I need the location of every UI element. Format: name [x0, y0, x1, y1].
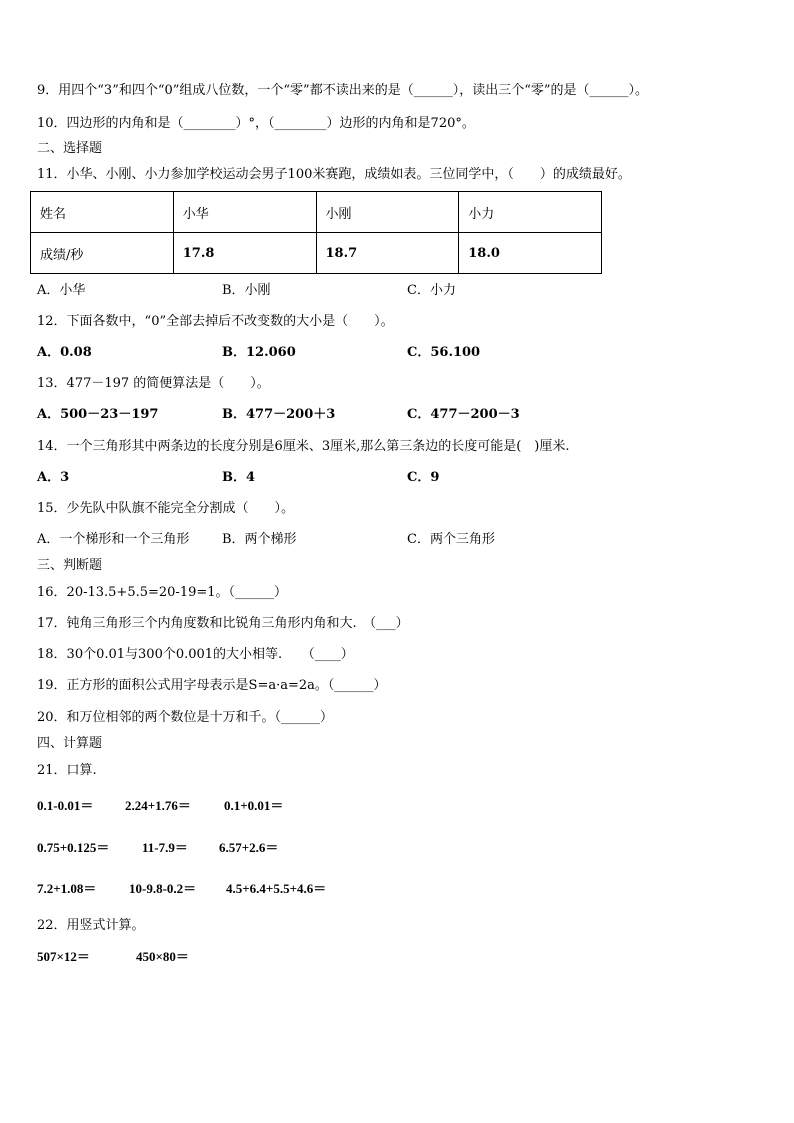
table-row [31, 192, 602, 233]
option-a[interactable]: A．500－23－197 [37, 407, 159, 422]
table-cell: 18.7 [316, 233, 459, 274]
calc-row [37, 797, 437, 815]
option-b[interactable]: B．小刚 [222, 283, 271, 298]
question-22: 22．用竖式计算。 [37, 918, 145, 933]
section-heading-choice: 二、选择题 [37, 141, 103, 156]
calc-item: 10-9.8-0.2＝ [129, 881, 197, 896]
question-9: 9．用四个“3”和四个“0”组成八位数，一个“零”都不读出来的是（______），读出三个“零”的是（______）。 [37, 83, 648, 98]
question-20: 20．和万位相邻的两个数位是十万和千。（______） [37, 710, 334, 725]
options-14 [37, 469, 637, 487]
option-c[interactable]: C．477－200－3 [407, 407, 520, 422]
score-table [30, 191, 602, 274]
calc-item: 0.1+0.01＝ [224, 798, 284, 813]
calc-row [37, 948, 337, 966]
option-a[interactable]: A．0.08 [37, 345, 92, 360]
calc-item: 450×80＝ [136, 949, 189, 964]
table-cell: 小力 [459, 192, 602, 233]
table-cell: 小刚 [316, 192, 459, 233]
question-21: 21．口算. [37, 763, 97, 778]
option-a[interactable]: A．小华 [37, 283, 86, 298]
table-cell: 小华 [173, 192, 316, 233]
option-b[interactable]: B．477－200＋3 [222, 407, 336, 422]
question-10: 10．四边形的内角和是（________）°，（________）边形的内角和是720°。 [37, 116, 475, 131]
question-17: 17．钝角三角形三个内角度数和比锐角三角形内角和大. （___） [37, 616, 409, 631]
option-b[interactable]: B．12.060 [222, 345, 296, 360]
option-c[interactable]: C．两个三角形 [407, 532, 495, 547]
options-13 [37, 406, 637, 424]
option-b[interactable]: B．4 [222, 470, 256, 485]
option-c[interactable]: C．56.100 [407, 345, 481, 360]
options-11 [37, 282, 637, 300]
table-cell: 成绩/秒 [31, 233, 174, 274]
option-b[interactable]: B．两个梯形 [222, 532, 297, 547]
question-19: 19．正方形的面积公式用字母表示是S=a·a=2a。（______） [37, 678, 387, 693]
question-18: 18．30个0.01与300个0.001的大小相等. （____） [37, 647, 354, 662]
question-11: 11．小华、小刚、小力参加学校运动会男子100米赛跑，成绩如表。三位同学中，（ ）的成绩最好。 [37, 167, 631, 182]
question-16: 16．20-13.5+5.5=20-19=1。（______） [37, 585, 288, 600]
question-13: 13．477－197 的简便算法是（ ）。 [37, 376, 270, 391]
calc-item: 507×12＝ [37, 949, 90, 964]
table-cell: 18.0 [459, 233, 602, 274]
calc-item: 2.24+1.76＝ [125, 798, 191, 813]
calc-row [37, 880, 437, 898]
table-row [31, 233, 602, 274]
question-14: 14．一个三角形其中两条边的长度分别是6厘米、3厘米,那么第三条边的长度可能是( )厘米. [37, 439, 570, 454]
table-cell: 17.8 [173, 233, 316, 274]
calc-item: 0.75+0.125＝ [37, 840, 110, 855]
calc-item: 7.2+1.08＝ [37, 881, 97, 896]
option-c[interactable]: C．小力 [407, 283, 456, 298]
question-15: 15．少先队中队旗不能完全分割成（ ）。 [37, 501, 295, 516]
table-cell: 姓名 [31, 192, 174, 233]
section-heading-calc: 四、计算题 [37, 736, 103, 751]
options-12 [37, 344, 637, 362]
question-12: 12．下面各数中，“0”全部去掉后不改变数的大小是（ ）。 [37, 314, 394, 329]
option-a[interactable]: A．3 [37, 470, 70, 485]
calc-item: 4.5+6.4+5.5+4.6＝ [226, 881, 327, 896]
calc-item: 0.1-0.01＝ [37, 798, 94, 813]
calc-item: 11-7.9＝ [142, 840, 188, 855]
calc-item: 6.57+2.6＝ [219, 840, 279, 855]
option-a[interactable]: A．一个梯形和一个三角形 [37, 532, 190, 547]
section-heading-judge: 三、判断题 [37, 558, 103, 573]
option-c[interactable]: C．9 [407, 470, 440, 485]
options-15 [37, 531, 637, 549]
calc-row [37, 839, 437, 857]
